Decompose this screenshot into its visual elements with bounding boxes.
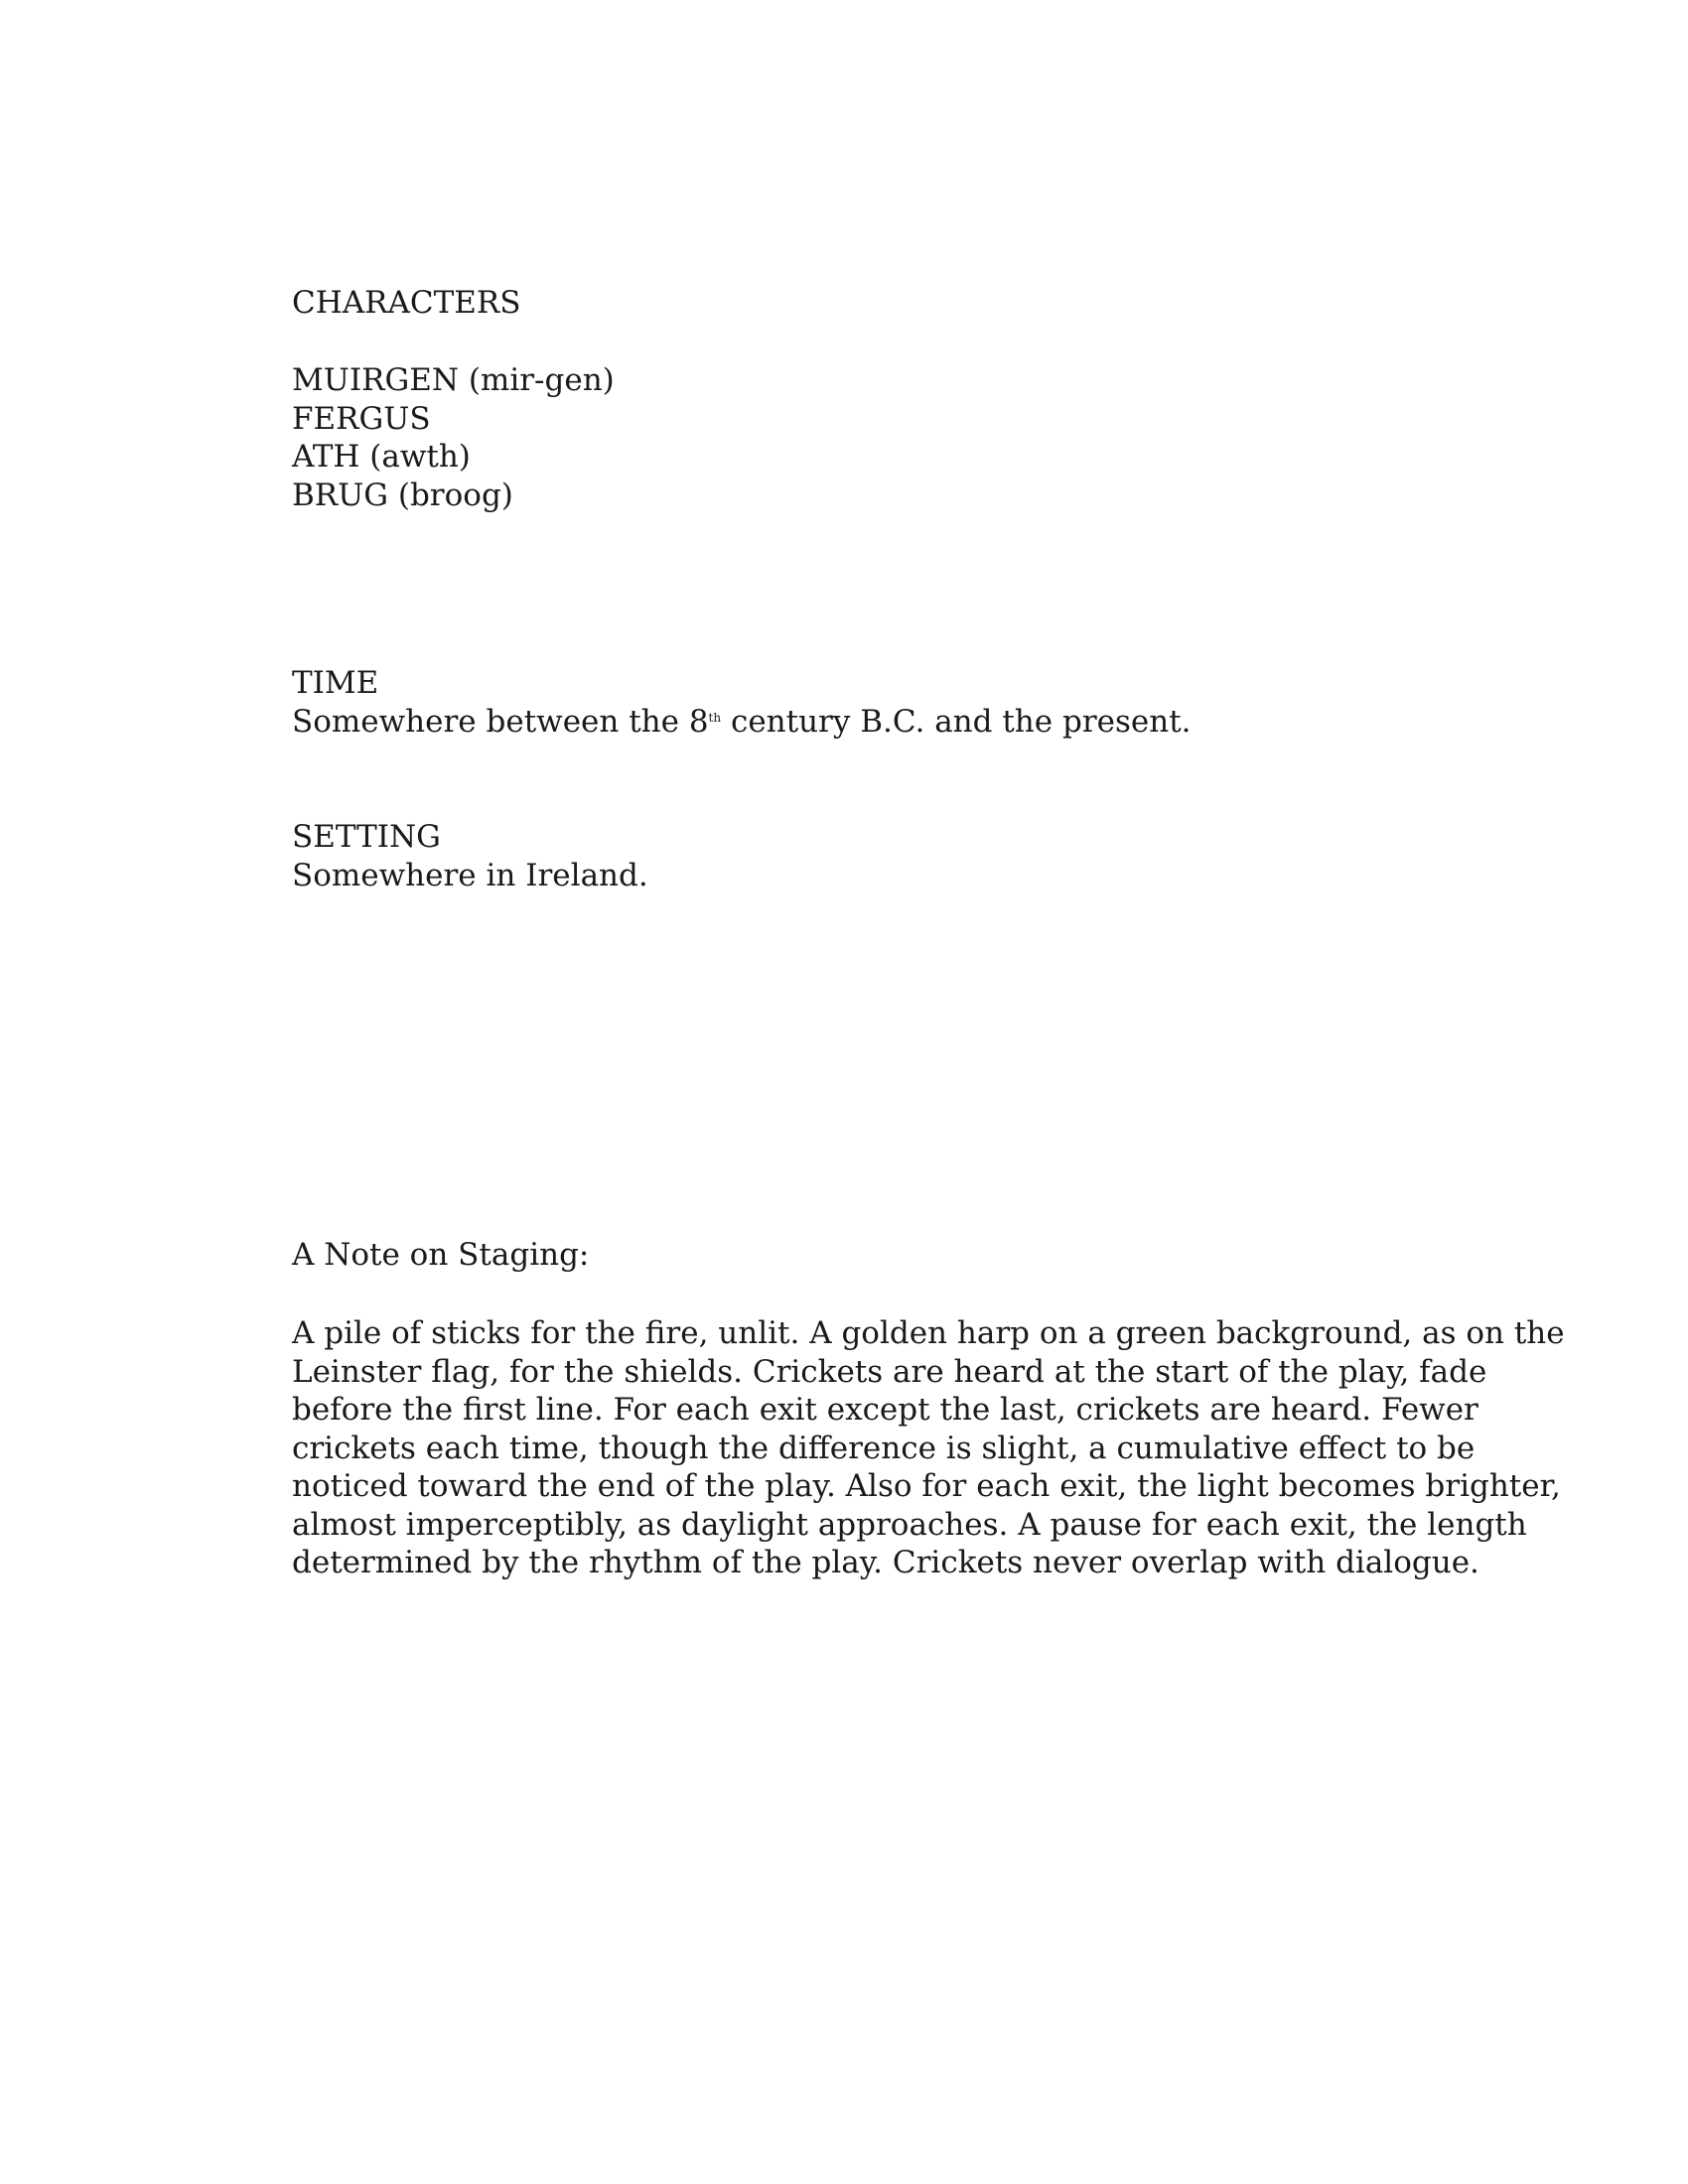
time-heading: TIME — [292, 665, 379, 701]
staging-note-heading — [292, 1236, 1483, 1275]
characters-heading — [292, 284, 1483, 323]
staging-note-line: A pile of sticks for the fire, unlit. A golden harp on a green background, as on the — [292, 1315, 1565, 1351]
time-text-before: Somewhere between the 8 — [292, 703, 709, 740]
time-section — [292, 664, 1483, 741]
time-ordinal-suffix: th — [708, 710, 722, 725]
staging-note-line: noticed toward the end of the play. Also for each exit, the light becomes brighter, — [292, 1468, 1561, 1504]
setting-section — [292, 818, 1483, 894]
staging-note-paragraph — [292, 1314, 1565, 1582]
character-item-muirgen: MUIRGEN (mir-gen) — [292, 362, 615, 398]
characters-heading-text: CHARACTERS — [292, 285, 521, 321]
setting-heading: SETTING — [292, 819, 441, 855]
staging-note-line: crickets each time, though the difference is slight, a cumulative effect to be — [292, 1430, 1476, 1466]
staging-note-line: determined by the rhythm of the play. Crickets never overlap with dialogue. — [292, 1545, 1479, 1580]
staging-note-line: Leinster flag, for the shields. Crickets are heard at the start of the play, fade — [292, 1353, 1487, 1390]
character-item-brug: BRUG (broog) — [292, 477, 513, 513]
staging-note-line: before the first line. For each exit except the last, crickets are heard. Fewer — [292, 1392, 1478, 1428]
staging-note-heading-text: A Note on Staging: — [292, 1237, 590, 1273]
time-description — [292, 703, 1483, 742]
setting-description: Somewhere in Ireland. — [292, 857, 648, 893]
staging-note-line: almost imperceptibly, as daylight approaches. A pause for each exit, the length — [292, 1506, 1527, 1543]
time-text-after: century B.C. and the present. — [721, 703, 1192, 740]
character-item-ath: ATH (awth) — [292, 439, 471, 475]
characters-list — [292, 361, 1483, 514]
character-item-fergus: FERGUS — [292, 400, 431, 437]
